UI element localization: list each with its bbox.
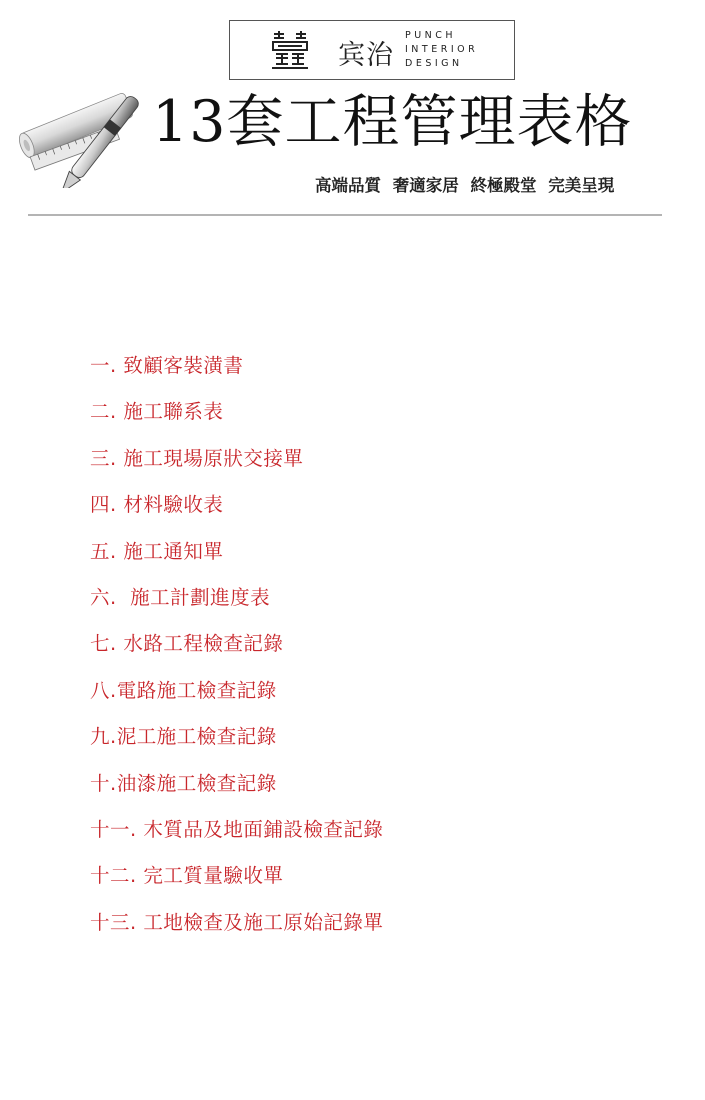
list-item: 十三. 工地檢查及施工原始記錄單 [90, 910, 384, 934]
company-logo [229, 20, 515, 80]
list-item: 二. 施工聯系表 [90, 400, 224, 424]
list-item: 七. 水路工程檢查記錄 [90, 632, 284, 656]
list-item: 一. 致顧客裝潢書 [90, 354, 244, 377]
form-list [90, 348, 383, 951]
list-item: 六. 施工計劃進度表 [90, 585, 271, 609]
list-item: 十二. 完工質量驗收單 [90, 864, 284, 888]
logo-en-line: DESIGN [405, 58, 463, 69]
header-divider [28, 214, 662, 216]
list-item: 十一. 木質品及地面鋪設檢查記錄 [90, 817, 384, 841]
list-item: 三. 施工現場原狀交接單 [90, 446, 304, 470]
logo-english-name [405, 29, 478, 71]
logo-en-line: PUNCH [405, 30, 457, 41]
list-item: 四. 材料驗收表 [90, 493, 224, 517]
list-item: 八.電路施工檢查記錄 [90, 678, 277, 702]
list-item: 九.泥工施工檢查記錄 [90, 725, 277, 749]
logo-en-line: INTERIOR [405, 44, 479, 55]
pen-and-ruler-icon [8, 88, 158, 188]
list-item: 五. 施工通知單 [90, 539, 224, 563]
list-item: 十.油漆施工檢查記錄 [90, 771, 277, 795]
page-subtitle: 高端品質 奢適家居 終極殿堂 完美呈現 [315, 176, 615, 195]
logo-mark-icon [270, 29, 310, 71]
logo-chinese-name: 宾治 [338, 40, 394, 71]
page-title: 13套工程管理表格 [152, 89, 633, 155]
